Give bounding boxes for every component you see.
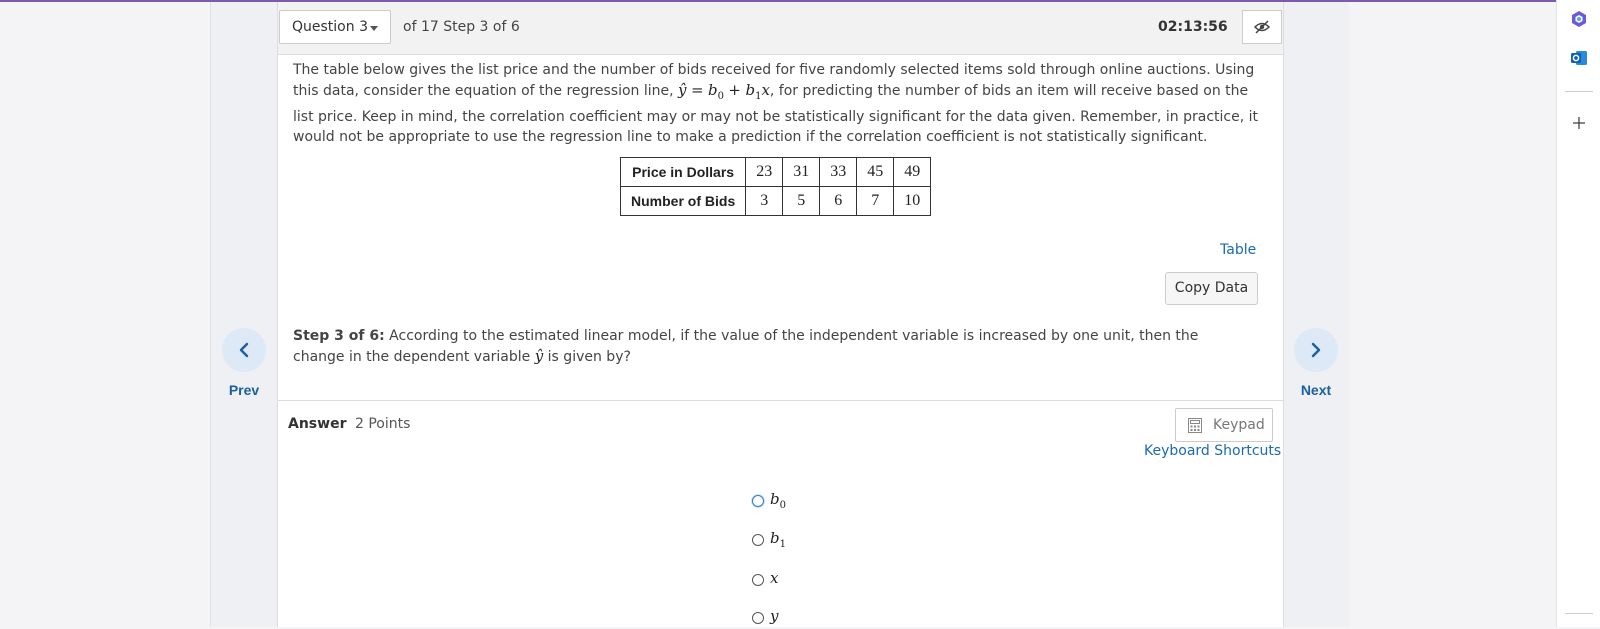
outlook-icon[interactable]: [1570, 49, 1588, 67]
app-strip-divider: [1565, 91, 1593, 92]
next-circle[interactable]: [1294, 328, 1338, 372]
radio-button[interactable]: [752, 574, 764, 586]
table-cell: 7: [857, 187, 894, 216]
table-cell: 3: [746, 187, 783, 216]
left-margin: [0, 2, 210, 627]
row-header: Number of Bids: [621, 187, 746, 216]
radio-button[interactable]: [752, 534, 764, 546]
question-select-label: Question 3: [292, 19, 368, 35]
table-cell: 5: [783, 187, 820, 216]
table-link[interactable]: Table: [1220, 242, 1257, 258]
keypad-label: Keypad: [1213, 417, 1265, 433]
problem-statement: [293, 60, 1258, 147]
option-label: x: [770, 569, 779, 587]
problem-text-1: The table below gives the list price and the number of bids received for five randomly selected items sold through online auctions. Using this data, consider the equation of the regression line,: [293, 62, 1255, 99]
caret-down-icon: [370, 26, 378, 31]
question-panel: [277, 2, 1284, 627]
answer-label: Answer: [288, 416, 347, 432]
chevron-left-icon: [222, 328, 266, 372]
question-select[interactable]: [279, 10, 391, 44]
table-cell: 31: [783, 158, 820, 187]
hide-timer-button[interactable]: [1242, 10, 1282, 44]
step-text-2: is given by?: [543, 349, 631, 365]
next-label[interactable]: Next: [1300, 382, 1332, 398]
table-row: [621, 187, 931, 216]
prev-circle[interactable]: [222, 328, 266, 372]
step-text-1: According to the estimated linear model, if the value of the independent variable is increased by one unit, then the change in the dependent variable: [293, 328, 1199, 365]
app-strip-divider: [1565, 613, 1593, 614]
radio-button[interactable]: [752, 495, 764, 507]
step-label: Step 3 of 6:: [293, 328, 385, 344]
prev-rail: [210, 2, 278, 627]
table-cell: 23: [746, 158, 783, 187]
y-hat-symbol: ŷ: [534, 347, 544, 365]
table-row: [621, 158, 931, 187]
table-cell: 33: [820, 158, 857, 187]
prev-label[interactable]: Prev: [228, 382, 260, 398]
keyboard-shortcuts-link[interactable]: Keyboard Shortcuts: [1144, 443, 1282, 459]
prev-button[interactable]: [219, 328, 269, 398]
keypad-button[interactable]: [1175, 408, 1273, 442]
table-cell: 10: [894, 187, 931, 216]
table-cell: 6: [820, 187, 857, 216]
copy-data-button[interactable]: Copy Data: [1165, 272, 1258, 305]
answer-points: 2 Points: [355, 416, 411, 432]
timer: 02:13:56: [1158, 19, 1228, 35]
step-prompt: [293, 326, 1253, 367]
question-header: [278, 2, 1283, 55]
option-label: $b_1$: [770, 529, 786, 550]
chevron-right-icon: [1294, 328, 1338, 372]
radio-button[interactable]: [752, 612, 764, 624]
calculator-icon: [1188, 418, 1202, 433]
copilot-icon[interactable]: [1570, 10, 1588, 28]
question-progress: of 17 Step 3 of 6: [403, 19, 520, 35]
table-cell: 45: [857, 158, 894, 187]
plus-icon[interactable]: [1571, 115, 1587, 131]
side-app-strip: [1556, 0, 1600, 627]
table-cell: 49: [894, 158, 931, 187]
option-label: $b_0$: [770, 490, 786, 511]
problem-text-2: , for predicting the number of bids an item will receive based on the list price. Keep in mind, the correlation coefficient may or may not be statistically significant for the data given. Remember, in practice, it would not be appropriate to use the regression line to make a prediction if the correlation coefficient is not statistically significant.: [293, 83, 1258, 145]
data-table: [620, 157, 931, 216]
right-margin: [1349, 2, 1556, 627]
answer-divider: [278, 400, 1283, 401]
row-header: Price in Dollars: [621, 158, 746, 187]
regression-equation: ŷ = $b_0 + b_1x$: [678, 81, 770, 102]
option-label: y: [770, 607, 779, 625]
next-rail: [1283, 2, 1351, 627]
next-button[interactable]: [1291, 328, 1341, 398]
eye-slash-icon: [1243, 11, 1281, 43]
